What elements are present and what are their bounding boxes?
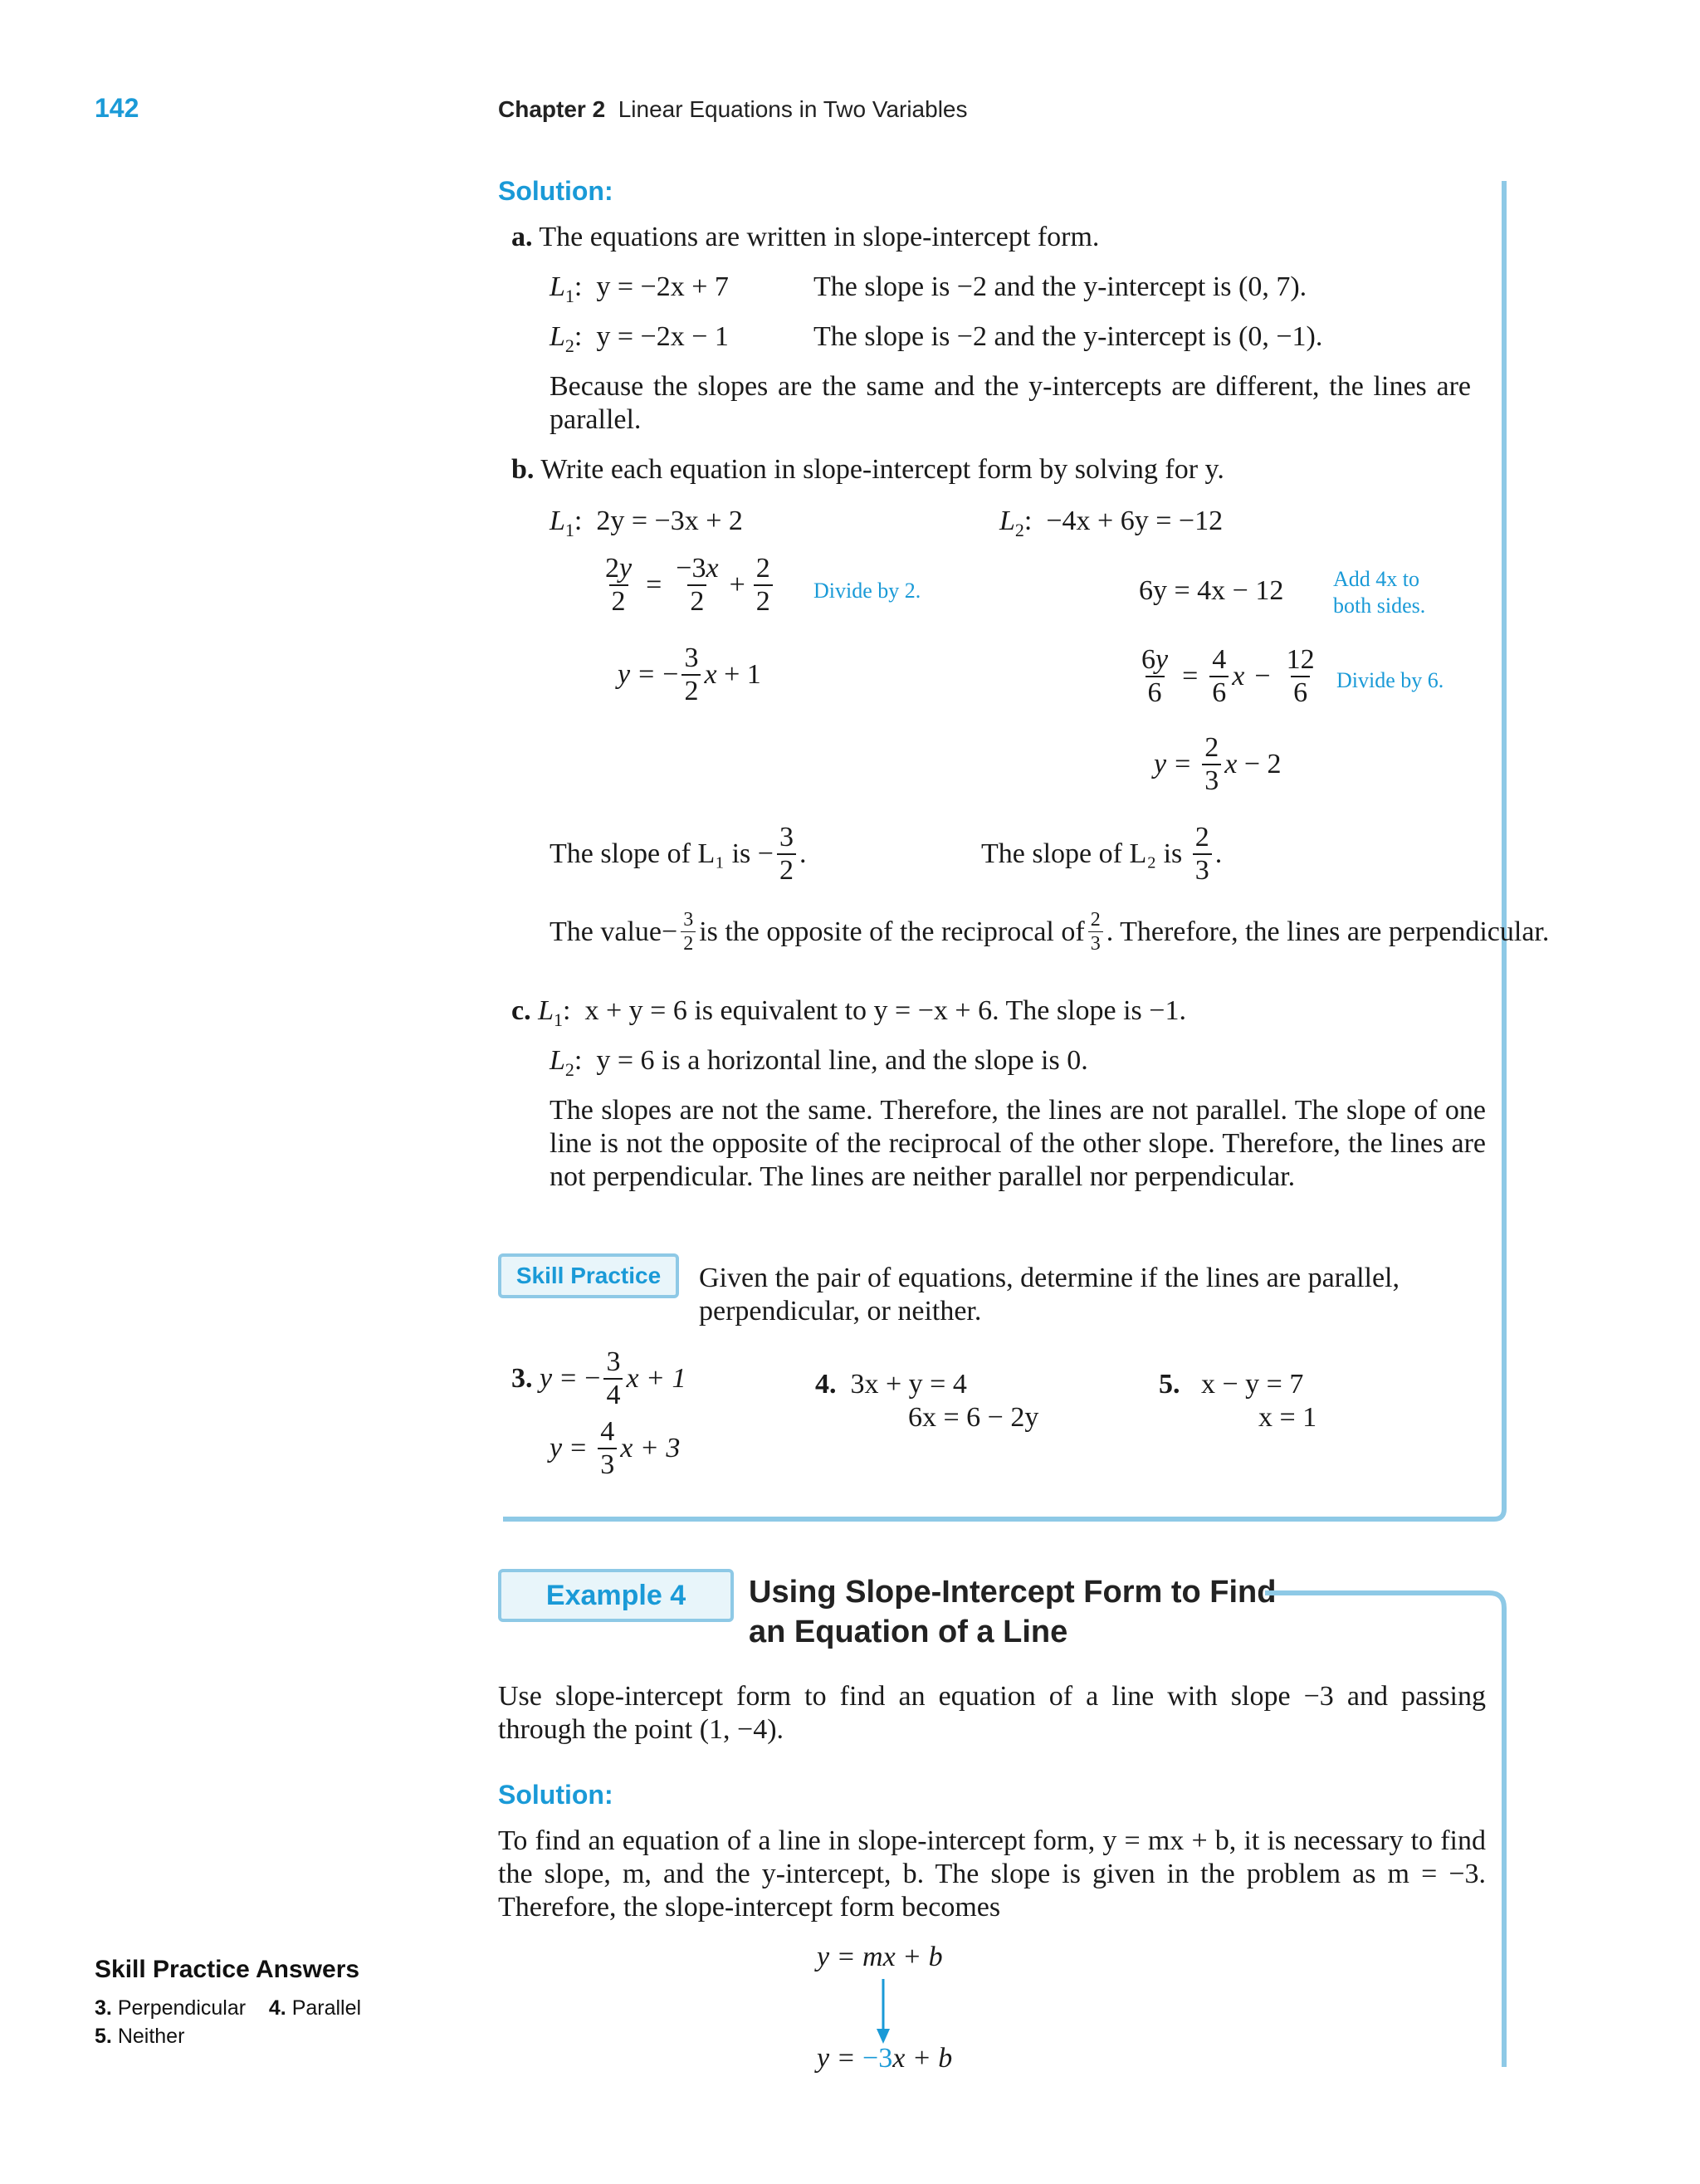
b-l1-step1: $\frac{2y}{2}$ = $\frac{-3x}{2}$ + $\frac{2}{2}$: [599, 555, 776, 616]
c-conclusion: The slopes are not the same. Therefore, the lines are not parallel. The slope of one line is not the opposite of the reciprocal of the other slope. Therefore, the lines are not perpendicular. The lines are neither parallel nor perpendicular.: [550, 1095, 1486, 1192]
b-conclusion-b: is the opposite of the reciprocal of: [699, 916, 1085, 947]
answer-3-num: 3.: [95, 1996, 112, 2020]
part-c-label: c.: [511, 995, 531, 1026]
answer-5: Neither: [117, 2025, 185, 2048]
answer-3: Perpendicular: [117, 1996, 247, 2020]
problem-4-eq1: 3x + y = 4: [850, 1369, 967, 1400]
b-conclusion-c: . Therefore, the lines are perpendicular.: [1106, 916, 1550, 947]
b-l2-step2: $\frac{6y}{6}$ = $\frac{4}{6}$ x − $\frac{12}{6}$: [1141, 644, 1315, 708]
problem-4-eq2: 6x = 6 − 2y: [908, 1402, 1039, 1433]
part-a: [511, 221, 1099, 254]
problem-5-num: 5.: [1159, 1369, 1180, 1400]
b-l1-step2: y = − $\frac{3}{2}$ x + 1: [618, 642, 761, 706]
b-l1-equation: $L_1$: 2y = −3x + 2: [550, 506, 743, 540]
answers-line1: [95, 1994, 361, 2022]
chapter-number: Chapter 2: [498, 96, 606, 122]
note-add-4x-line1: Add 4x to: [1333, 567, 1419, 591]
example-4-solution-heading: Solution:: [498, 1780, 613, 1810]
part-a-intro: The equations are written in slope-intercept form.: [539, 222, 1100, 252]
a-conclusion: Because the slopes are the same and the y-intercepts are different, the lines are parallel.: [550, 371, 1471, 435]
problem-3-eq2-tail: x + 3: [620, 1433, 681, 1463]
problem-5-eq1: x − y = 7: [1201, 1369, 1304, 1400]
a-l1-eq: y = −2x + 7: [596, 271, 729, 302]
answer-5-num: 5.: [95, 2025, 112, 2048]
eq-substituted: [817, 2042, 952, 2075]
problem-5-eq2: x = 1: [1258, 1402, 1317, 1433]
part-b: [511, 453, 1224, 486]
a-l1-note: The slope is −2 and the y-intercept is (0, 7).: [813, 271, 1307, 302]
problem-4-num: 4.: [815, 1369, 837, 1400]
slope-l2-text: The slope of L₂ is: [981, 838, 1183, 869]
problem-3-eq1: 3. y = − $\frac{3}{4}$ x + 1: [511, 1346, 686, 1410]
running-head: [498, 96, 968, 123]
b-l2-eq: −4x + 6y = −12: [1046, 506, 1224, 536]
a-l2-note: The slope is −2 and the y-intercept is (0, −1).: [813, 321, 1323, 352]
problem-5: [1159, 1368, 1303, 1401]
example-4-title: [749, 1572, 1276, 1652]
note-divide-by-2: Divide by 2.: [813, 579, 921, 603]
slope-l1-text: The slope of L₁ is: [550, 838, 751, 869]
c-line1: x + y = 6 is equivalent to y = −x + 6. The slope is −1.: [584, 995, 1186, 1026]
b-l2-step1: 6y = 4x − 12: [1139, 575, 1284, 606]
answer-4-num: 4.: [268, 1996, 286, 2020]
slope-l2: The slope of L₂ is $\frac{2}{3}$ .: [981, 822, 1223, 886]
b-conclusion: The value − $\frac{3}{2}$ is the opposite of the reciprocal of $\frac{2}{3}$ . Therefore, the lines are perpendicular.: [550, 909, 1550, 955]
answer-4: Parallel: [291, 1996, 362, 2020]
note-add-4x: [1333, 566, 1425, 619]
problem-3-eq2: y = $\frac{4}{3}$ x + 3: [550, 1416, 681, 1480]
example-4-body: To find an equation of a line in slope-intercept form, y = mx + b, it is necessary to find the slope, m, and the y-intercept, b. The slope is given in the problem as m = −3. Therefore, the slope-intercept form becomes: [498, 1825, 1486, 1923]
note-divide-by-6: Divide by 6.: [1336, 668, 1444, 692]
a-l2-eq: y = −2x − 1: [596, 321, 729, 352]
part-c: c. $L_1$: x + y = 6 is equivalent to y = −x + 6. The slope is −1.: [511, 995, 1186, 1030]
answers-heading: Skill Practice Answers: [95, 1956, 360, 1983]
c-line2: y = 6 is a horizontal line, and the slope is 0.: [596, 1045, 1088, 1076]
eq-sub-value: −3: [862, 2043, 893, 2074]
slope-l1: The slope of L₁ is − $\frac{3}{2}$ .: [550, 822, 807, 886]
eq-sub-suffix: x + b: [892, 2043, 953, 2074]
a-l2-equation: $L_2$: y = −2x − 1: [550, 321, 729, 356]
note-add-4x-line2: both sides.: [1333, 594, 1426, 618]
solution-heading: Solution:: [498, 176, 613, 206]
skill-practice-label: Skill Practice: [498, 1253, 679, 1298]
b-l2-step3: y = $\frac{2}{3}$ x − 2: [1154, 732, 1282, 796]
answers-line2: [95, 2022, 184, 2050]
chapter-title: Linear Equations in Two Variables: [618, 96, 968, 122]
example-4-title-line1: Using Slope-Intercept Form to Find: [749, 1575, 1277, 1610]
example-4-label: Example 4: [498, 1569, 734, 1622]
b-l2-equation: $L_2$: −4x + 6y = −12: [999, 506, 1224, 540]
page-number: 142: [95, 93, 139, 123]
skill-practice-instruction: Given the pair of equations, determine if the lines are parallel, perpendicular, or neither.: [699, 1263, 1400, 1327]
a-l1-equation: $L_1$: y = −2x + 7: [550, 271, 729, 306]
eq-sub-prefix: y =: [817, 2043, 856, 2074]
substitution-arrow-icon: [873, 1977, 893, 2047]
problem-3-num: 3.: [511, 1363, 533, 1394]
part-b-label: b.: [511, 454, 535, 485]
problem-4: [815, 1368, 967, 1401]
c-l2: $L_2$: y = 6 is a horizontal line, and the slope is 0.: [550, 1045, 1088, 1080]
b-conclusion-a: The value: [550, 916, 662, 947]
example-4-prompt: Use slope-intercept form to find an equation of a line with slope −3 and passing through the point (1, −4).: [498, 1681, 1486, 1745]
b-l1-eq: 2y = −3x + 2: [596, 506, 743, 536]
example-4-title-line2: an Equation of a Line: [749, 1615, 1068, 1649]
part-a-label: a.: [511, 222, 533, 252]
eq-general: y = mx + b: [817, 1942, 943, 1972]
problem-3-eq1-tail: x + 1: [626, 1363, 686, 1394]
part-b-intro: Write each equation in slope-intercept form by solving for y.: [540, 454, 1224, 485]
